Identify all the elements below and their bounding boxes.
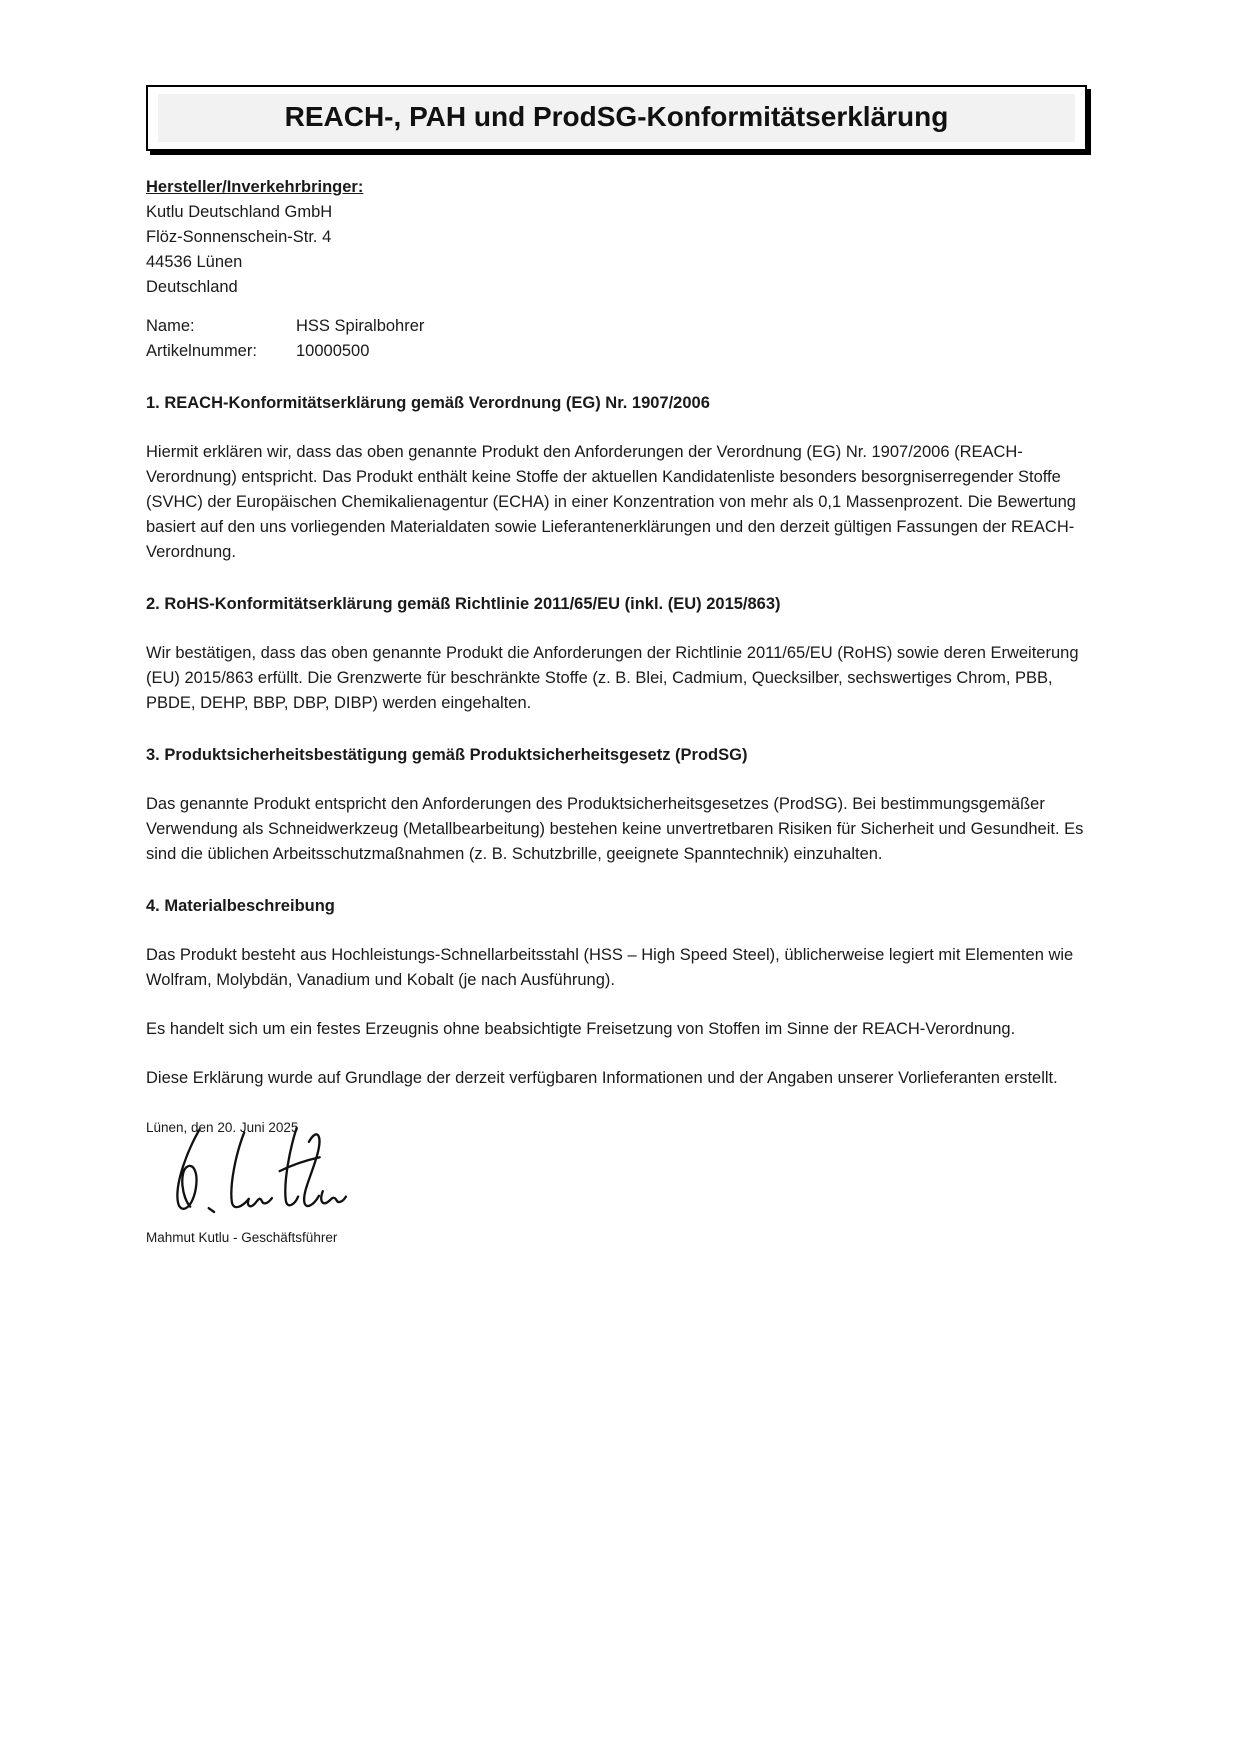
manufacturer-country: Deutschland — [146, 278, 238, 296]
product-article-label: Artikelnummer: — [146, 342, 257, 360]
manufacturer-city: 44536 Lünen — [146, 253, 243, 271]
product-block — [146, 314, 1095, 364]
manufacturer-block — [146, 175, 1095, 300]
product-name-label: Name: — [146, 317, 195, 335]
section-reach-heading: 1. REACH-Konformitätserklärung gemäß Verordnung (EG) Nr. 1907/2006 — [146, 394, 710, 412]
section-rohs-paragraph: Wir bestätigen, dass das oben genannte Produkt die Anforderungen der Richtlinie 2011/65/EU (RoHS) sowie deren Erweiterung (EU) 2015/863 erfüllt. Die Grenzwerte für beschränkte Stoffe (z. B. Blei, Cadmium, Quecksilber, sechswertiges Chrom, PBB, PBDE, DEHP, BBP, DBP, DIBP) werden eingehalten. — [146, 644, 1079, 712]
manufacturer-company: Kutlu Deutschland GmbH — [146, 203, 333, 221]
section-material-heading: 4. Materialbeschreibung — [146, 897, 335, 915]
manufacturer-heading: Hersteller/Inverkehrbringer: — [146, 178, 364, 196]
product-article-row — [146, 339, 1095, 364]
section-rohs-heading: 2. RoHS-Konformitätserklärung gemäß Richtlinie 2011/65/EU (inkl. (EU) 2015/863) — [146, 595, 781, 613]
section-reach — [146, 391, 1095, 565]
title-box — [146, 85, 1087, 151]
section-material-paragraph-2: Es handelt sich um ein festes Erzeugnis ohne beabsichtigte Freisetzung von Stoffen im Sinne der REACH-Verordnung. — [146, 1020, 1016, 1038]
document-content — [146, 85, 1095, 1247]
title-band — [158, 94, 1075, 142]
section-prodsg-heading: 3. Produktsicherheitsbestätigung gemäß Produktsicherheitsgesetz (ProdSG) — [146, 746, 748, 764]
signature-place-date: Lünen, den 20. Juni 2025 — [146, 1120, 299, 1135]
section-reach-paragraph: Hiermit erklären wir, dass das oben genannte Produkt den Anforderungen der Verordnung (EG) Nr. 1907/2006 (REACH-Verordnung) entspricht. Das Produkt enthält keine Stoffe der aktuellen Kandidatenliste besonders besorgniserregender Stoffe (SVHC) der Europäischen Chemikalienagentur (ECHA) in einer Konzentration von mehr als 0,1 Massenprozent. Die Bewertung basiert auf den uns vorliegenden Materialdaten sowie Lieferantenerklärungen und den derzeit gültigen Fassungen der REACH-Verordnung. — [146, 443, 1076, 561]
signature-image — [164, 1123, 1095, 1223]
page-title: REACH-, PAH und ProdSG-Konformitätserklärung — [284, 101, 949, 132]
section-material-paragraph-1: Das Produkt besteht aus Hochleistungs-Schnellarbeitsstahl (HSS – High Speed Steel), üblicherweise legiert mit Elementen wie Wolfram, Molybdän, Vanadium und Kobalt (je nach Ausführung). — [146, 946, 1074, 989]
product-name-row — [146, 314, 1095, 339]
section-prodsg-paragraph: Das genannte Produkt entspricht den Anforderungen des Produktsicherheitsgesetzes (ProdSG). Bei bestimmungsgemäßer Verwendung als Schneidwerkzeug (Metallbearbeitung) bestehen keine unvertretbaren Risiken für Sicherheit und Gesundheit. Es sind die üblichen Arbeitsschutzmaßnahmen (z. B. Schutzbrille, geeignete Spanntechnik) einzuhalten. — [146, 795, 1084, 863]
product-article-value: 10000500 — [296, 342, 370, 360]
manufacturer-street: Flöz-Sonnenschein-Str. 4 — [146, 228, 332, 246]
product-name-value: HSS Spiralbohrer — [296, 317, 425, 335]
section-material — [146, 894, 1095, 1091]
section-rohs — [146, 592, 1095, 716]
section-prodsg — [146, 743, 1095, 867]
signature-block — [146, 1119, 1095, 1247]
signature-signer: Mahmut Kutlu - Geschäftsführer — [146, 1230, 338, 1245]
handwritten-signature-icon — [164, 1123, 349, 1227]
section-material-paragraph-3: Diese Erklärung wurde auf Grundlage der derzeit verfügbaren Informationen und der Angaben unserer Vorlieferanten erstellt. — [146, 1069, 1058, 1087]
